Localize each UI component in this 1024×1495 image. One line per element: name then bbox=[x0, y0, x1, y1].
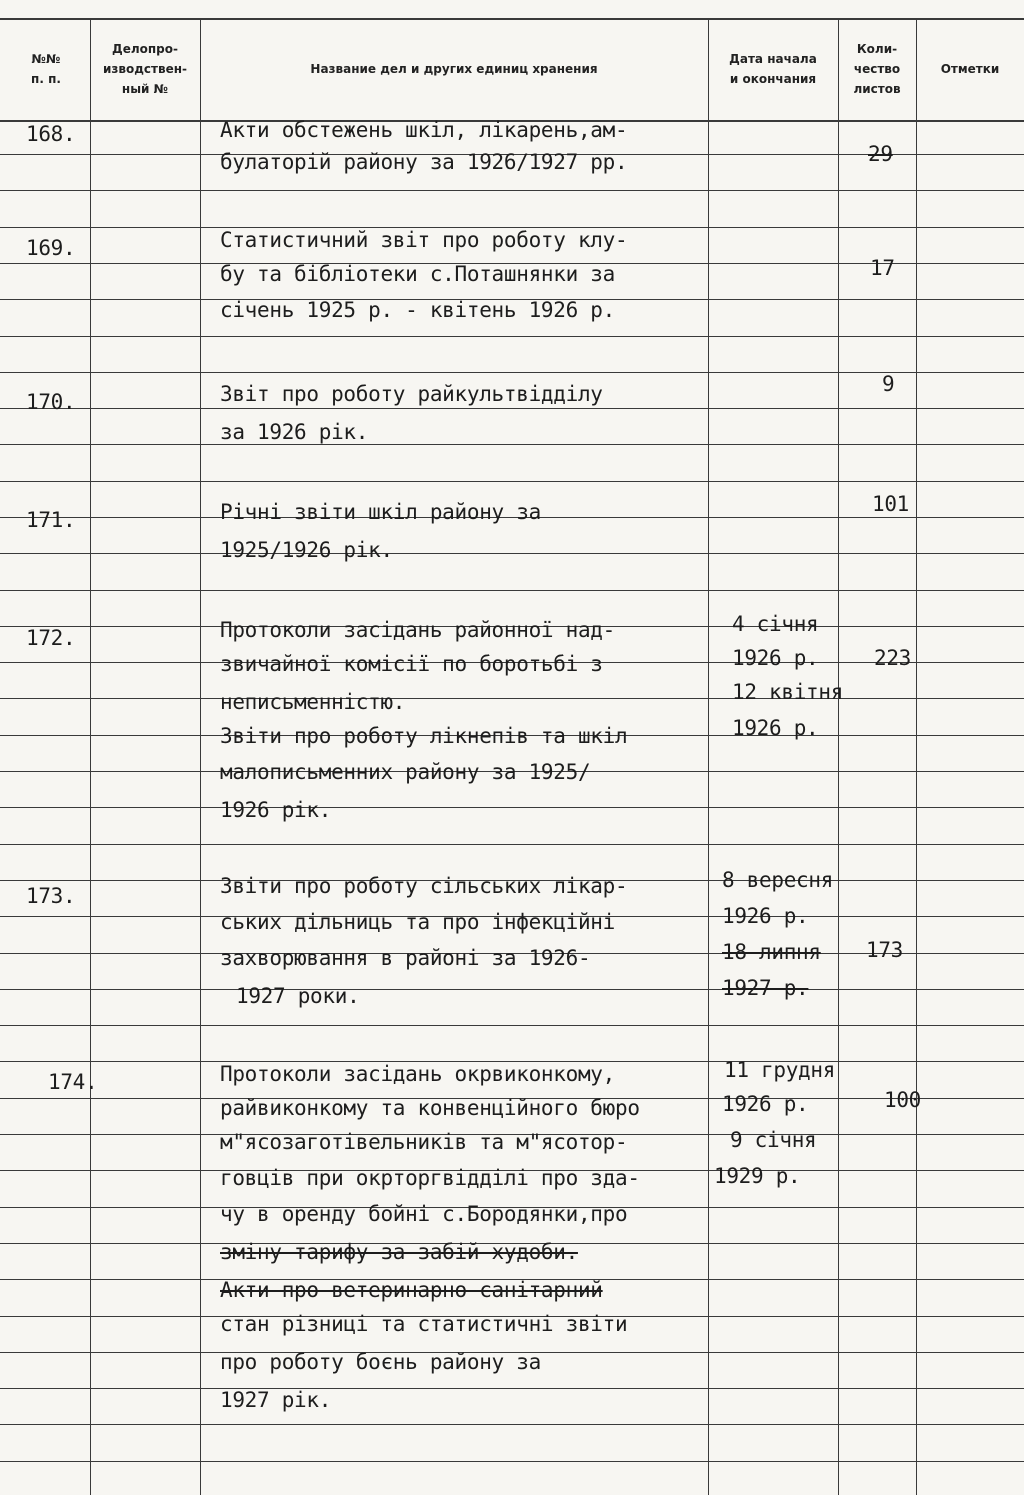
entry-sheets: 29 bbox=[868, 142, 893, 166]
ruled-line bbox=[0, 698, 1024, 699]
entry-number: 168. bbox=[26, 122, 76, 146]
entry-date-line: 18 липня bbox=[722, 940, 821, 964]
header-office-number: Делопро- изводствен- ный № bbox=[103, 42, 187, 96]
ruled-line bbox=[0, 989, 1024, 990]
entry-date-line: 12 квітня bbox=[732, 680, 844, 704]
header-title: Название дел и других единиц хранения bbox=[310, 62, 598, 76]
entry-sheets: 100 bbox=[884, 1088, 922, 1112]
entry-title-line: неписьменністю. bbox=[220, 690, 406, 714]
ruled-line bbox=[0, 372, 1024, 373]
entry-date-line: 1926 р. bbox=[722, 904, 809, 928]
header-notes: Отметки bbox=[940, 62, 1000, 76]
column-divider bbox=[708, 18, 709, 1495]
ruled-line bbox=[0, 1388, 1024, 1389]
entry-date-line: 1927 р. bbox=[722, 976, 809, 1000]
entry-number: 174. bbox=[48, 1070, 98, 1094]
entry-date-line: 1926 р. bbox=[732, 646, 819, 670]
entry-title-line: Звіт про роботу райкультвідділу bbox=[220, 382, 603, 406]
column-divider bbox=[90, 18, 91, 1495]
entry-date-line: 8 вересня bbox=[722, 868, 834, 892]
entry-sheets: 9 bbox=[882, 372, 895, 396]
column-divider bbox=[200, 18, 201, 1495]
entry-title-line: Статистичний звіт про роботу клу- bbox=[220, 228, 628, 252]
entry-date-line: 11 грудня bbox=[724, 1058, 836, 1082]
entry-title-line: Акти обстежень шкіл, лікарень,ам- bbox=[220, 118, 628, 142]
entry-title-line: Річні звіти шкіл району за bbox=[220, 500, 541, 524]
entry-title-line: про роботу боєнь району за bbox=[220, 1350, 541, 1374]
ruled-line bbox=[0, 336, 1024, 337]
entry-sheets: 223 bbox=[874, 646, 912, 670]
entry-title-line: за 1926 рік. bbox=[220, 420, 369, 444]
entry-date-line: 1926 р. bbox=[732, 716, 819, 740]
header-number: №№ п. п. bbox=[31, 52, 61, 86]
entry-sheets: 17 bbox=[870, 256, 895, 280]
entry-sheets: 101 bbox=[872, 492, 910, 516]
ruled-line bbox=[0, 553, 1024, 554]
entry-title-line: січень 1925 р. - квітень 1926 р. bbox=[220, 298, 615, 322]
entry-number: 173. bbox=[26, 884, 76, 908]
header-sheets: Коли- чество листов bbox=[853, 42, 901, 96]
table-top-rule bbox=[0, 18, 1024, 20]
entry-title-line: Протоколи засідань окрвиконкому, bbox=[220, 1062, 615, 1086]
entry-title-line: зміну тарифу за забій худоби. bbox=[220, 1240, 578, 1264]
entry-number: 169. bbox=[26, 236, 76, 260]
header-dates: Дата начала и окончания bbox=[729, 52, 817, 86]
entry-title-line: булаторій району за 1926/1927 рр. bbox=[220, 150, 628, 174]
ruled-line bbox=[0, 844, 1024, 845]
entry-number: 170. bbox=[26, 390, 76, 414]
entry-title-line: Звіти про роботу сільських лікар- bbox=[220, 874, 628, 898]
entry-number: 171. bbox=[26, 508, 76, 532]
entry-title-line: 1925/1926 рік. bbox=[220, 538, 393, 562]
entry-title-line: Протоколи засідань районної над- bbox=[220, 618, 615, 642]
entry-title-line: Акти про ветеринарно-санітарний bbox=[220, 1278, 603, 1302]
entry-title-line: звичайної комісії по боротьбі з bbox=[220, 652, 603, 676]
ruled-line bbox=[0, 1424, 1024, 1425]
entry-date-line: 4 січня bbox=[732, 612, 819, 636]
entry-date-line: 1929 р. bbox=[714, 1164, 801, 1188]
ruled-line bbox=[0, 590, 1024, 591]
column-divider bbox=[916, 18, 917, 1495]
ruled-line bbox=[0, 444, 1024, 445]
entry-title-line: 1926 рік. bbox=[220, 798, 332, 822]
entry-title-line: 1927 рік. bbox=[220, 1388, 332, 1412]
entry-title-line: райвиконкому та конвенційного бюро bbox=[220, 1096, 640, 1120]
entry-title-line: захворювання в районі за 1926- bbox=[220, 946, 591, 970]
ruled-line bbox=[0, 190, 1024, 191]
entry-title-line: малописьменних району за 1925/ bbox=[220, 760, 591, 784]
entry-title-line: ських дільниць та про інфекційні bbox=[220, 910, 615, 934]
ruled-line bbox=[0, 1025, 1024, 1026]
entry-title-line: бу та бібліотеки с.Поташнянки за bbox=[220, 262, 615, 286]
entry-title-line: говців при окрторгвідділі про зда- bbox=[220, 1166, 640, 1190]
ruled-line bbox=[0, 481, 1024, 482]
entry-sheets: 173 bbox=[866, 938, 904, 962]
entry-title-line: чу в оренду бойні с.Бородянки,про bbox=[220, 1202, 628, 1226]
entry-title-line: м"ясозаготівельників та м"ясотор- bbox=[220, 1130, 628, 1154]
column-divider bbox=[838, 18, 839, 1495]
entry-title-line: Звіти про роботу лікнепів та шкіл bbox=[220, 724, 628, 748]
ruled-line bbox=[0, 807, 1024, 808]
entry-title-line: 1927 роки. bbox=[236, 984, 360, 1008]
entry-number: 172. bbox=[26, 626, 76, 650]
entry-date-line: 9 січня bbox=[730, 1128, 817, 1152]
entry-date-line: 1926 р. bbox=[722, 1092, 809, 1116]
ruled-line bbox=[0, 1461, 1024, 1462]
ruled-line bbox=[0, 408, 1024, 409]
entry-title-line: стан різниці та статистичні звіти bbox=[220, 1312, 628, 1336]
